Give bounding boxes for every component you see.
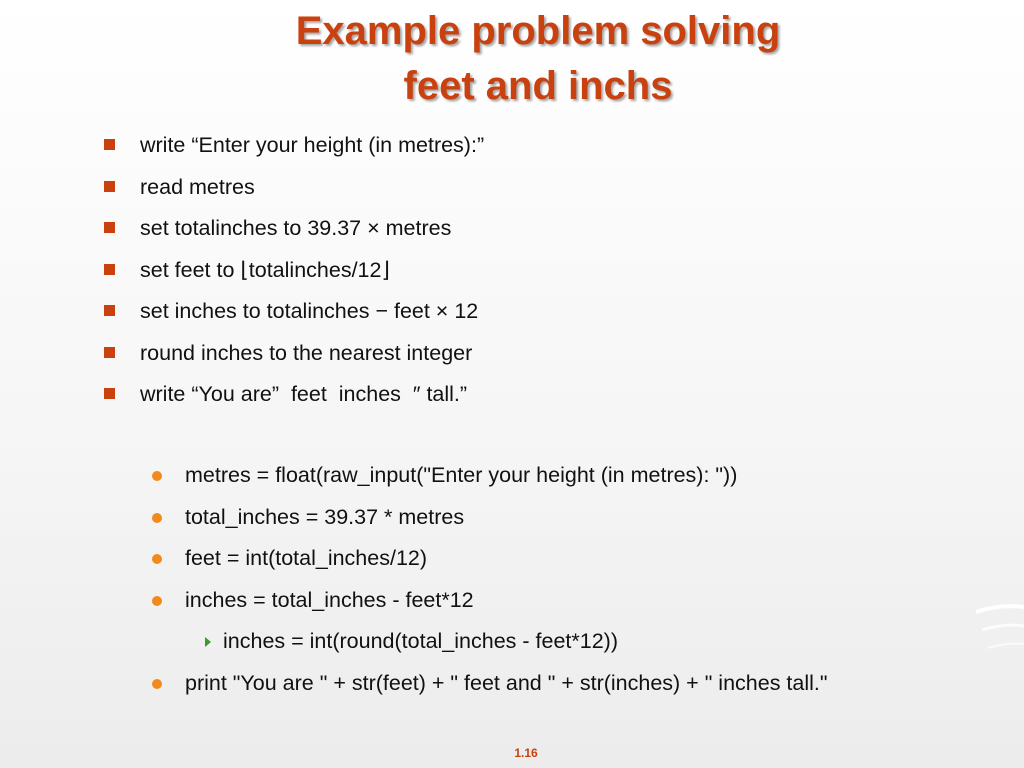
square-bullet-icon xyxy=(104,181,115,192)
slide-number: 1.16 xyxy=(514,746,538,760)
dot-bullet-icon xyxy=(152,679,162,689)
pseudocode-item-read-metres xyxy=(101,167,981,209)
pseudocode-item-round-inches xyxy=(101,333,981,375)
triangle-bullet-icon xyxy=(205,637,211,647)
code-text: inches = total_inches - feet*12 xyxy=(185,587,474,612)
code-item-print xyxy=(152,663,932,705)
code-subitem-round-inches xyxy=(205,621,932,663)
pseudocode-text: set feet to ⌊totalinches/12⌋ xyxy=(140,257,390,282)
pseudocode-item-set-totalinches xyxy=(101,208,981,250)
pseudocode-list xyxy=(101,125,981,416)
square-bullet-icon xyxy=(104,388,115,399)
code-text: inches = int(round(total_inches - feet*12)) xyxy=(223,629,618,653)
code-text: feet = int(total_inches/12) xyxy=(185,546,428,570)
decorative-swoosh-icon xyxy=(974,598,1024,658)
pseudocode-text: set inches to totalinches − feet × 12 xyxy=(140,299,479,323)
code-text: total_inches = 39.37 * metres xyxy=(185,504,465,529)
pseudocode-text: round inches to the nearest integer xyxy=(140,340,473,365)
pseudocode-text: write “Enter your height (in metres):” xyxy=(140,133,485,157)
pseudocode-text: read metres xyxy=(140,174,255,199)
code-item-total-inches xyxy=(152,497,932,539)
python-code-list xyxy=(152,455,932,704)
pseudocode-item-set-feet xyxy=(101,250,981,292)
square-bullet-icon xyxy=(104,264,115,275)
dot-bullet-icon xyxy=(152,596,162,606)
code-text: metres = float(raw_input("Enter your height (in metres): ")) xyxy=(185,463,738,487)
code-item-inches xyxy=(152,580,932,622)
square-bullet-icon xyxy=(104,347,115,358)
square-bullet-icon xyxy=(104,139,115,150)
dot-bullet-icon xyxy=(152,554,162,564)
code-item-read-metres xyxy=(152,455,932,497)
dot-bullet-icon xyxy=(152,471,162,481)
code-text: print "You are " + str(feet) + " feet and " + str(inches) + " inches tall." xyxy=(185,670,828,695)
slide-title-line-1: Example problem solving xyxy=(295,9,781,53)
pseudocode-text: set totalinches to 39.37 × metres xyxy=(140,216,452,240)
slide-title xyxy=(0,4,1024,114)
pseudocode-text: write “You are” feet inches ″ tall.” xyxy=(140,382,468,406)
square-bullet-icon xyxy=(104,305,115,316)
slide-title-line-2: feet and inchs xyxy=(403,64,673,108)
code-item-feet xyxy=(152,538,932,580)
dot-bullet-icon xyxy=(152,513,162,523)
pseudocode-item-write-prompt xyxy=(101,125,981,167)
square-bullet-icon xyxy=(104,222,115,233)
pseudocode-item-write-result xyxy=(101,374,981,416)
pseudocode-item-set-inches xyxy=(101,291,981,333)
